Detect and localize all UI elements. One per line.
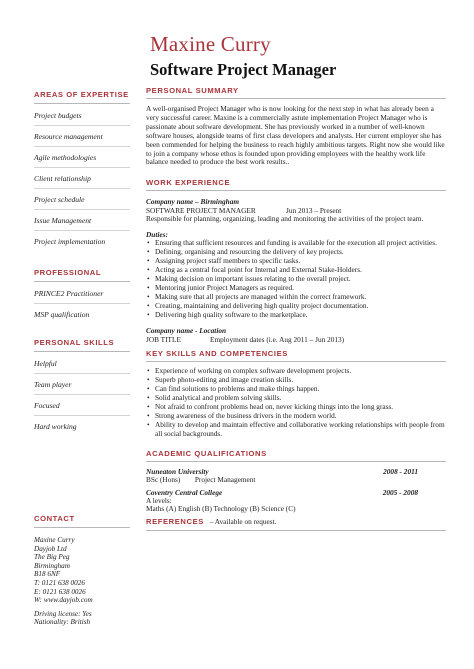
skills-heading: KEY SKILLS AND COMPETENCIES xyxy=(146,349,288,359)
expertise-item: Project schedule xyxy=(34,195,85,204)
contact-section xyxy=(34,514,130,627)
item-divider xyxy=(34,209,130,210)
duty-item: • Acting as a central focal point for Internal and External Stake-Holders. xyxy=(146,266,446,275)
expertise-item: Resource management xyxy=(34,132,103,141)
duty-item: • Delivering high quality software to the marketplace. xyxy=(146,311,446,320)
duty-item: • Ensuring that sufficient resources and funding is available for the execution all project activities. xyxy=(146,239,446,248)
skill-item: • Not afraid to confront problems head on, never kicking things into the long grass. xyxy=(146,403,446,412)
professional-section xyxy=(34,268,130,320)
references-line xyxy=(146,518,446,527)
education-years: 2005 - 2008 xyxy=(382,487,418,497)
duty-item: • Assigning project staff members to specific tasks. xyxy=(146,257,446,266)
contact-extra: Driving license: Yes xyxy=(34,609,92,618)
item-divider xyxy=(34,125,130,126)
contact-line: Maxine Curry xyxy=(34,536,75,544)
item-divider xyxy=(34,303,130,304)
main-column xyxy=(146,86,446,531)
contact-line: Dayjob Ltd xyxy=(34,544,67,553)
expertise-item: Project budgets xyxy=(34,111,82,120)
references-text: – Available on request. xyxy=(209,517,277,527)
education-institution: Nuneaton University xyxy=(146,466,209,476)
expertise-divider xyxy=(34,103,130,104)
job1-company: Company name – Birmingham xyxy=(146,197,240,207)
contact-extra: Nationality: British xyxy=(34,618,91,627)
education-detail: Maths (A) English (B) Technology (B) Science (C) xyxy=(146,504,296,514)
skills-divider xyxy=(146,361,446,362)
education-entry-header xyxy=(146,488,446,497)
job2-title-row xyxy=(146,335,446,344)
item-divider xyxy=(34,146,130,147)
item-divider xyxy=(34,373,130,374)
duty-item: • Making decision on important issues relating to the overall project. xyxy=(146,275,446,284)
personal-skills-list xyxy=(34,358,130,432)
job1-title: SOFTWARE PROJECT MANAGER xyxy=(146,206,256,216)
expertise-list xyxy=(34,110,130,247)
sidebar xyxy=(0,88,138,669)
duty-item: • Defining, organising and resourcing the delivery of key projects. xyxy=(146,248,446,257)
contact-line: The Big Peg xyxy=(34,553,70,562)
contact-heading: CONTACT xyxy=(34,514,75,523)
education-detail: A levels: xyxy=(146,495,172,505)
job2-company: Company name - Location xyxy=(146,326,227,336)
skill-item: • Strong awareness of the business drivers in the modern world. xyxy=(146,412,446,421)
personal-skill-item: Team player xyxy=(34,380,72,389)
references-heading: REFERENCES xyxy=(146,517,204,527)
candidate-name: Maxine Curry xyxy=(150,32,271,56)
job2-title: JOB TITLE xyxy=(146,335,181,345)
job1-dates: Jun 2013 – Present xyxy=(286,206,342,216)
skills-list xyxy=(146,367,446,438)
personal-skill-item: Focused xyxy=(34,401,60,410)
skills-section xyxy=(146,349,446,438)
personal-skill-item: Hard working xyxy=(34,422,77,431)
professional-item: PRINCE2 Practitioner xyxy=(34,289,104,298)
education-years: 2008 - 2011 xyxy=(383,466,418,476)
contact-details xyxy=(34,536,130,627)
duties-label: Duties: xyxy=(146,230,168,240)
expertise-section xyxy=(34,90,130,247)
skill-item: • Superb photo-editing and image creation skills. xyxy=(146,376,446,385)
job1-description: Responsible for planning, organizing, leading and monitoring the activities of the project team. xyxy=(146,214,424,224)
duty-item: • Mentoring junior Project Managers as required. xyxy=(146,284,446,293)
skill-item: • Can find solutions to problems and make things happen. xyxy=(146,385,446,394)
contact-line: Birmingham xyxy=(34,561,70,570)
references-divider xyxy=(146,530,446,531)
education-heading: ACADEMIC QUALIFICATIONS xyxy=(146,448,267,458)
candidate-role: Software Project Manager xyxy=(150,60,337,79)
professional-heading: PROFESSIONAL xyxy=(34,268,102,277)
professional-divider xyxy=(34,281,130,282)
professional-list xyxy=(34,288,130,320)
work-heading: WORK EXPERIENCE xyxy=(146,178,231,188)
summary-heading: PERSONAL SUMMARY xyxy=(146,86,239,95)
summary-section xyxy=(146,86,446,167)
personal-skills-heading: PERSONAL SKILLS xyxy=(34,338,115,347)
personal-skills-divider xyxy=(34,351,130,352)
references-section xyxy=(146,518,446,531)
job2-dates: Employment dates (i.e. Aug 2011 – Jun 2013) xyxy=(210,335,345,345)
contact-divider xyxy=(34,527,130,528)
contact-line: B18 6NF xyxy=(34,570,61,579)
summary-divider xyxy=(146,98,446,99)
duty-item: • Making sure that all projects are managed within the correct framework. xyxy=(146,293,446,302)
skill-item: • Experience of working on complex software development projects. xyxy=(146,367,446,376)
personal-skills-section xyxy=(34,338,130,432)
item-divider xyxy=(34,415,130,416)
professional-item: MSP qualification xyxy=(34,310,90,319)
work-section xyxy=(146,178,446,344)
contact-line: T: 0121 638 0026 xyxy=(34,578,85,587)
expertise-item: Client relationship xyxy=(34,174,91,183)
expertise-heading: AREAS OF EXPERTISE xyxy=(34,90,129,99)
duty-item: • Creating, maintaining and delivering high quality project documentation. xyxy=(146,302,446,311)
item-divider xyxy=(34,394,130,395)
duties-list xyxy=(146,239,446,319)
education-institution: Coventry Central College xyxy=(146,487,223,497)
work-divider xyxy=(146,190,446,191)
education-detail: BSc (Hons) Project Management xyxy=(146,474,256,484)
skill-item: • Solid analytical and problem solving skills. xyxy=(146,394,446,403)
contact-line: E: 0121 638 0026 xyxy=(34,587,86,596)
expertise-item: Project implementation xyxy=(34,237,106,246)
personal-skill-item: Helpful xyxy=(34,359,57,368)
item-divider xyxy=(34,167,130,168)
education-divider xyxy=(146,461,446,462)
expertise-item: Agile methodologies xyxy=(34,153,97,162)
contact-line: W: www.dayjob.com xyxy=(34,596,93,605)
item-divider xyxy=(34,230,130,231)
expertise-item: Issue Management xyxy=(34,216,92,225)
education-section xyxy=(146,449,446,515)
item-divider xyxy=(34,188,130,189)
skill-item: • Ability to develop and maintain effective and collaborative working relationships with people from all social backgrounds. xyxy=(146,421,446,439)
summary-text: A well-organised Project Manager who is now looking for the next step in what has already been a very successful career. Maxine is a commercially astute implementation Project Manager who is passionate about software development. She has previously worked in a number of well-known software houses, alongside teams of first class developers and analysts. Her current employer she has been commended for helping the business to reach highly ambitious targets. Right now she would like to join a company whose ethos is founded upon providing employees with the healthy work life balance needed to produce the best work results.. xyxy=(146,104,445,167)
